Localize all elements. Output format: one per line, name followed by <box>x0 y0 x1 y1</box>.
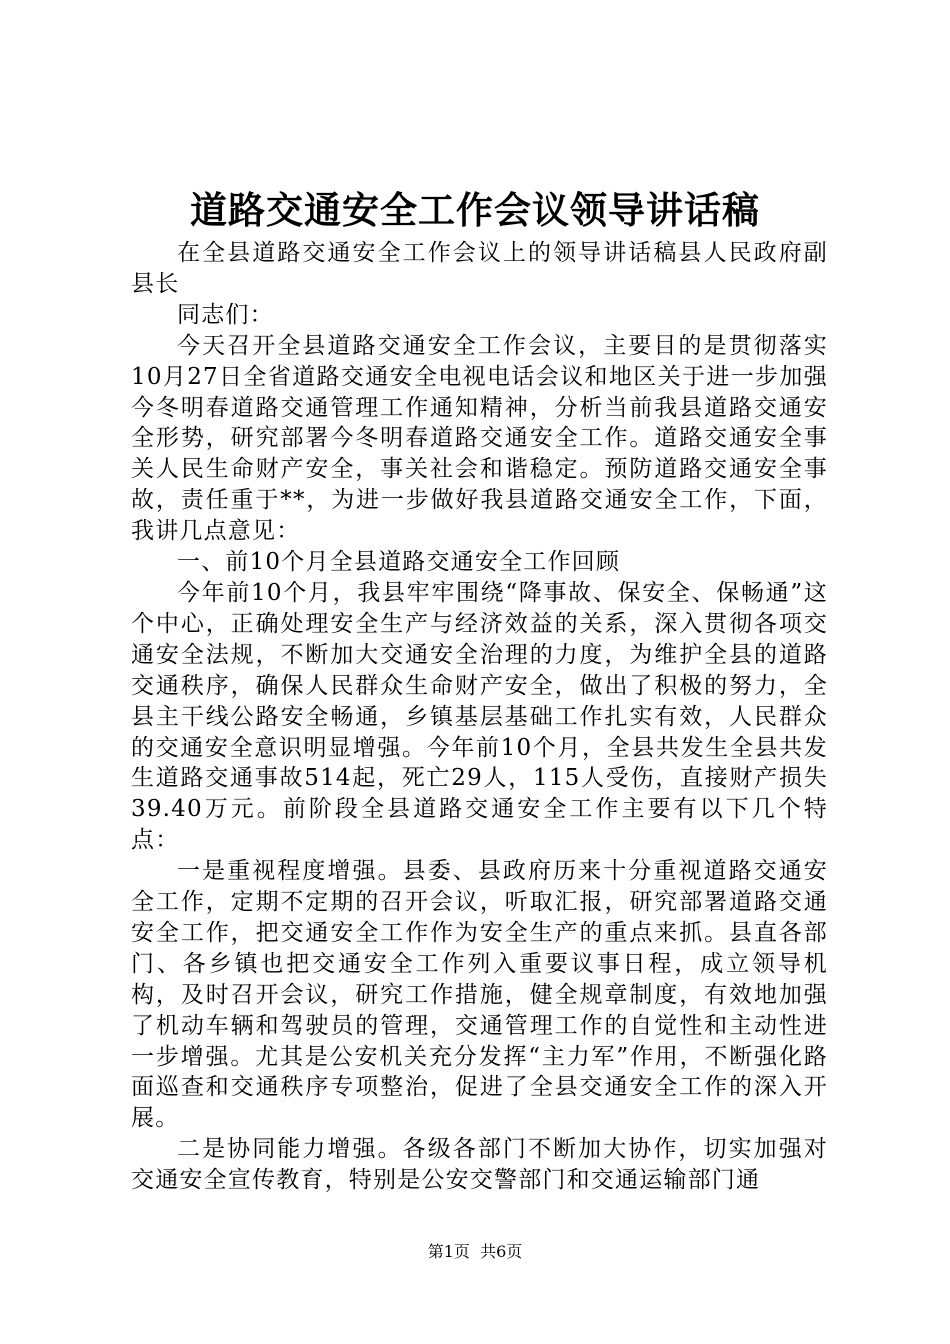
paragraph-point-two: 二是协同能力增强。各级各部门不断加大协作，切实加强对交通安全宣传教育，特别是公安交警部门和交通运输部门通 <box>131 1136 828 1194</box>
document-title: 道路交通安全工作会议领导讲话稿 <box>190 188 760 232</box>
page-footer <box>0 1241 950 1263</box>
paragraph-salutation: 同志们： <box>177 301 274 328</box>
document-body <box>131 238 828 1196</box>
page-number: 第1页 <box>427 1242 470 1261</box>
section-heading-review: 一、前10个月全县道路交通安全工作回顾 <box>177 549 621 576</box>
footer-separator <box>470 1242 480 1261</box>
paragraph-review: 今年前10个月，我县牢牢围绕“降事故、保安全、保畅通”这个中心，正确处理安全生产与经济效益的关系，深入贯彻各项交通安全法规，不断加大交通安全治理的力度，为维护全县的道路交通秩序，确保人民群众生命财产安全，做出了积极的努力，全县主干线公路安全畅通，乡镇基层基础工作扎实有效，人民群众的交通安全意识明显增强。今年前10个月，全县共发生全县共发生道路交通事故514起，死亡29人，115人受伤，直接财产损失39.40万元。前阶段全县道路交通安全工作主要有以下几个特点： <box>131 579 828 854</box>
paragraph-intro: 今天召开全县道路交通安全工作会议，主要目的是贯彻落实10月27日全省道路交通安全电视电话会议和地区关于进一步加强今冬明春道路交通管理工作通知精神，分析当前我县道路交通安全形势，研究部署今冬明春道路交通安全工作。道路交通安全事关人民生命财产安全，事关社会和谐稳定。预防道路交通安全事故，责任重于**，为进一步做好我县道路交通安全工作，下面，我讲几点意见： <box>131 332 828 545</box>
paragraph-point-one: 一是重视程度增强。县委、县政府历来十分重视道路交通安全工作，定期不定期的召开会议，听取汇报，研究部署道路交通安全工作，把交通安全工作作为安全生产的重点来抓。县直各部门、各乡镇也把交通安全工作列入重要议事日程，成立领导机构，及时召开会议，研究工作措施，健全规章制度，有效地加强了机动车辆和驾驶员的管理，交通管理工作的自觉性和主动性进一步增强。尤其是公安机关充分发挥“主力军”作用，不断强化路面巡查和交通秩序专项整治，促进了全县交通安全工作的深入开展。 <box>131 858 828 1132</box>
page-total: 共6页 <box>480 1242 523 1261</box>
paragraph-subtitle: 在全县道路交通安全工作会议上的领导讲话稿县人民政府副县长 <box>131 240 828 297</box>
